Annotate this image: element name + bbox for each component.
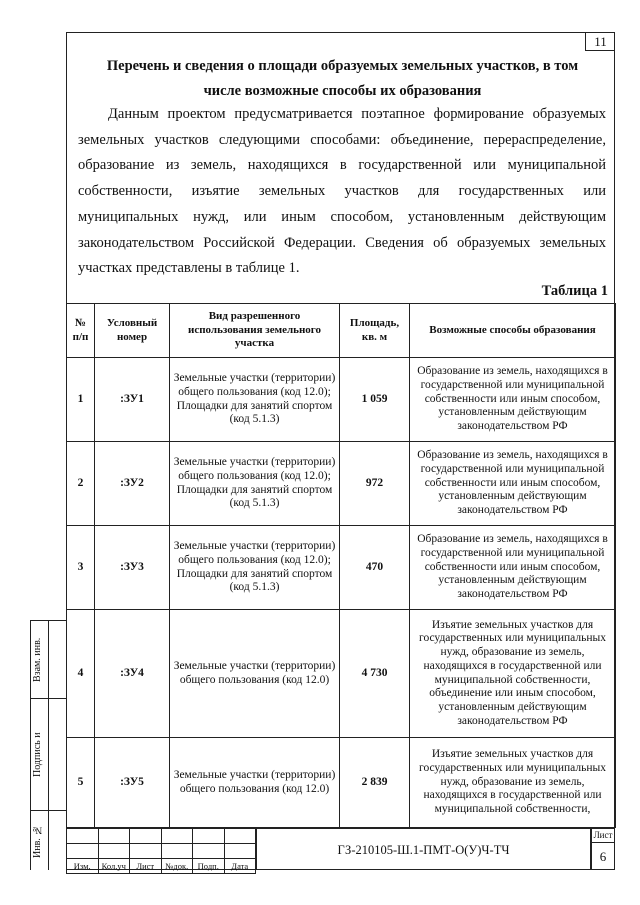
title-block-labels bbox=[67, 859, 256, 874]
cell-method: Образование из земель, находящихся в государственной или муниципальной собственности или иным способом, установленным действующим законодательством РФ bbox=[410, 526, 616, 610]
header-area: Площадь, кв. м bbox=[340, 304, 410, 358]
tb-ndok: №док. bbox=[161, 859, 193, 874]
tb-data: Дата bbox=[224, 859, 256, 874]
tb-podp: Подп. bbox=[193, 859, 225, 874]
cell-num: 3 bbox=[67, 526, 95, 610]
table-header-row bbox=[67, 304, 616, 358]
document-code: ГЗ-210105-Ш.1-ПМТ-О(У)Ч-ТЧ bbox=[256, 828, 591, 870]
cell-num: 2 bbox=[67, 442, 95, 526]
table-row bbox=[67, 738, 616, 828]
tb-izm: Изм. bbox=[67, 859, 99, 874]
intro-paragraph: Данным проектом предусматривается поэтапное формирование образуемых земельных участков следующими способами: объединение, перераспределение, образование из земель, находящихся в государственной или муниципальной собственности, изъятие земельных участков для государственных или муниципальных нужд, или иным способом, установленным действующим законодательством Российской Федерации. Сведения об образуемых земельных участках представлены в таблице 1. bbox=[78, 106, 606, 277]
cell-area: 2 839 bbox=[340, 738, 410, 828]
section-heading bbox=[70, 54, 615, 104]
header-method: Возможные способы образования bbox=[410, 304, 616, 358]
sheet-box bbox=[591, 828, 615, 870]
cell-use: Земельные участки (территории) общего пользования (код 12.0); Площадки для занятий спортом (код 5.1.3) bbox=[170, 526, 340, 610]
cell-area: 4 730 bbox=[340, 610, 410, 738]
cell-code: :ЗУ1 bbox=[95, 358, 170, 442]
table-caption: Таблица 1 bbox=[541, 283, 608, 299]
table-row bbox=[67, 526, 616, 610]
cell-method: Изъятие земельных участков для государственных или муниципальных нужд, образование из земель, находящихся в государственной или муниципальной собственности, объединение или иным способом, установленным действующим законодательством РФ bbox=[410, 610, 616, 738]
cell-num: 5 bbox=[67, 738, 95, 828]
side-stamp-line bbox=[30, 810, 66, 811]
header-num: № п/п bbox=[67, 304, 95, 358]
title-block bbox=[66, 828, 615, 870]
header-code: Условный номер bbox=[95, 304, 170, 358]
table-row bbox=[67, 610, 616, 738]
cell-method: Образование из земель, находящихся в государственной или муниципальной собственности или иным способом, установленным действующим законодательством РФ bbox=[410, 358, 616, 442]
table-row bbox=[67, 442, 616, 526]
cell-method: Образование из земель, находящихся в государственной или муниципальной собственности или иным способом, установленным действующим законодательством РФ bbox=[410, 442, 616, 526]
side-stamp bbox=[30, 620, 66, 870]
cell-use: Земельные участки (территории) общего пользования (код 12.0); Площадки для занятий спортом (код 5.1.3) bbox=[170, 358, 340, 442]
cell-method: Изъятие земельных участков для государственных или муниципальных нужд, образование из земель, находящихся в государственной или муниципальной собственности, bbox=[410, 738, 616, 828]
sheet-label: Лист bbox=[592, 829, 614, 843]
cell-code: :ЗУ5 bbox=[95, 738, 170, 828]
cell-area: 470 bbox=[340, 526, 410, 610]
cell-area: 972 bbox=[340, 442, 410, 526]
sheet-number: 6 bbox=[599, 849, 607, 864]
cell-use: Земельные участки (территории) общего пользования (код 12.0); Площадки для занятий спортом (код 5.1.3) bbox=[170, 442, 340, 526]
side-label-podpis: Подпись и bbox=[32, 732, 43, 778]
page-number: 11 bbox=[585, 32, 615, 51]
tb-list: Лист bbox=[130, 859, 162, 874]
title-block-grid bbox=[66, 828, 256, 874]
heading-line-2: числе возможные способы их образования bbox=[203, 83, 482, 99]
cell-code: :ЗУ2 bbox=[95, 442, 170, 526]
land-plots-table bbox=[66, 303, 616, 828]
cell-num: 4 bbox=[67, 610, 95, 738]
cell-area: 1 059 bbox=[340, 358, 410, 442]
heading-line-1: Перечень и сведения о площади образуемых земельных участков, в том bbox=[106, 58, 579, 74]
side-stamp-line bbox=[30, 698, 66, 699]
side-stamp-line bbox=[48, 620, 49, 870]
cell-num: 1 bbox=[67, 358, 95, 442]
cell-code: :ЗУ3 bbox=[95, 526, 170, 610]
side-label-vzam: Взам. инв. bbox=[32, 637, 43, 683]
side-stamp-line bbox=[30, 620, 66, 621]
side-stamp-line bbox=[30, 620, 31, 870]
cell-code: :ЗУ4 bbox=[95, 610, 170, 738]
cell-use: Земельные участки (территории) общего пользования (код 12.0) bbox=[170, 738, 340, 828]
table-row bbox=[67, 358, 616, 442]
cell-use: Земельные участки (территории) общего пользования (код 12.0) bbox=[170, 610, 340, 738]
header-use: Вид разрешенного использования земельного участка bbox=[170, 304, 340, 358]
side-label-inv: Инв. № bbox=[32, 824, 43, 858]
tb-kolych: Кол.уч bbox=[98, 859, 130, 874]
